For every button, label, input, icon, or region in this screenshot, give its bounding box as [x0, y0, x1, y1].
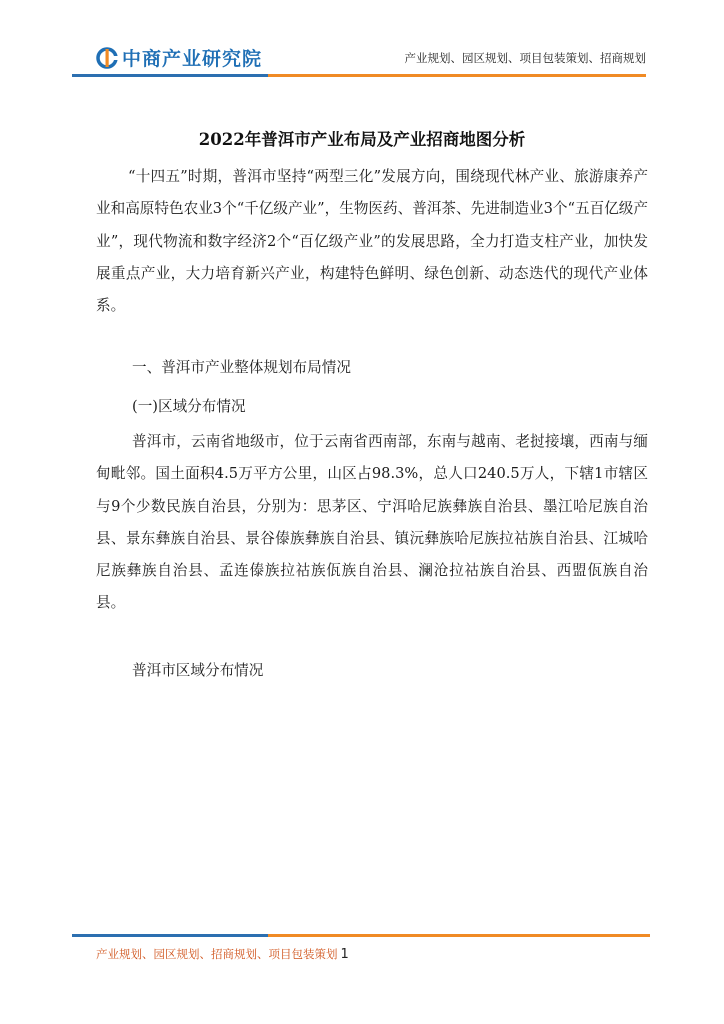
section-heading: 一、普洱市产业整体规划布局情况 [132, 359, 351, 376]
footer-text: 产业规划、园区规划、招商规划、项目包装策划 [96, 947, 338, 961]
page-number: 1 [340, 947, 349, 962]
header-tagline: 产业规划、园区规划、项目包装策划、招商规划 [404, 51, 646, 65]
page-footer [96, 946, 349, 962]
page-header [0, 0, 724, 80]
header-divider-orange [268, 74, 646, 77]
brand-logo-icon [96, 47, 118, 69]
intro-paragraph: “十四五”时期，普洱市坚持“两型三化”发展方向，围绕现代林产业、旅游康养产业和高原特色农业3个“千亿级产业”，生物医药、普洱茶、先进制造业3个“五百亿级产业”，现代物流和数字经济2个“百亿级产业”的发展思路，全力打造支柱产业，加快发展重点产业，大力培育新兴产业，构建特色鲜明、绿色创新、动态迭代的现代产业体系。 [96, 168, 648, 315]
footer-divider-blue [72, 934, 268, 937]
brand-name: 中商产业研究院 [122, 48, 263, 70]
brand-logo [96, 44, 262, 71]
document-title: 2022年普洱市产业布局及产业招商地图分析 [198, 130, 526, 149]
footer-divider-orange [268, 934, 650, 937]
header-divider-blue [72, 74, 268, 77]
body-paragraph: 普洱市，云南省地级市，位于云南省西南部，东南与越南、老挝接壤，西南与缅甸毗邻。国土面积4.5万平方公里，山区占98.3%，总人口240.5万人，下辖1市辖区与9个少数民族自治县，分别为：思茅区、宁洱哈尼族彝族自治县、墨江哈尼族自治县、景东彝族自治县、景谷傣族彝族自治县、镇沅彝族哈尼族拉祜族自治县、江城哈尼族彝族自治县、孟连傣族拉祜族佤族自治县、澜沧拉祜族自治县、西盟佤族自治县。 [96, 433, 648, 612]
figure-caption: 普洱市区域分布情况 [132, 662, 264, 679]
subsection-heading: (一)区域分布情况 [132, 398, 246, 415]
